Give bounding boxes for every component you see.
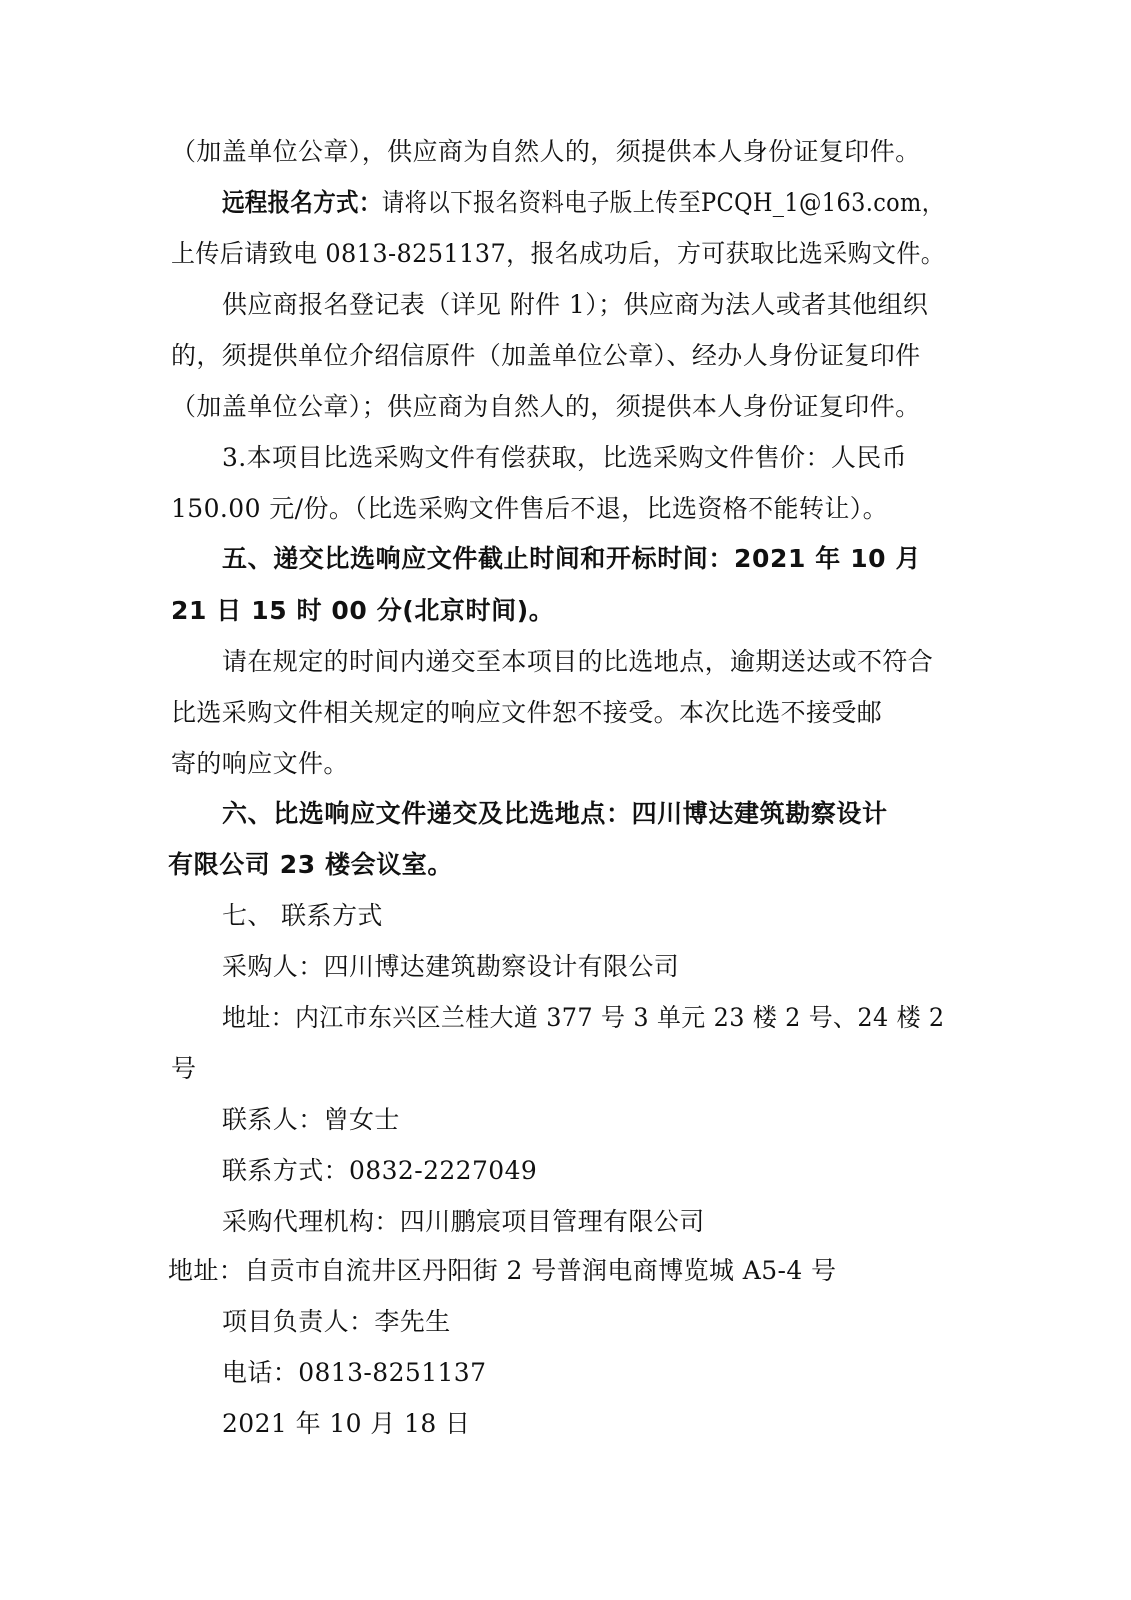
section-heading-6-cont: 有限公司 23 楼会议室。 <box>168 850 453 879</box>
remote-registration-label: 远程报名方式： <box>222 188 382 217</box>
text-line: 比选采购文件相关规定的响应文件恕不接受。本次比选不接受邮 <box>171 698 883 727</box>
text-line: 的，须提供单位介绍信原件（加盖单位公章）、经办人身份证复印件 <box>171 341 921 370</box>
contact-person-line: 联系人：曾女士 <box>222 1105 400 1134</box>
agency-phone-line: 电话：0813-8251137 <box>222 1358 487 1387</box>
remote-registration-line <box>222 186 945 220</box>
project-manager-line: 项目负责人：李先生 <box>222 1307 451 1336</box>
section-heading-6: 六、比选响应文件递交及比选地点：四川博达建筑勘察设计 <box>222 799 888 828</box>
text-line: 寄的响应文件。 <box>171 749 349 778</box>
remote-registration-text: 请将以下报名资料电子版上传至PCQH_1@163.com， <box>381 188 945 217</box>
contact-phone-line: 联系方式：0832-2227049 <box>222 1156 538 1185</box>
date-line: 2021 年 10 月 18 日 <box>222 1409 471 1438</box>
text-line: 请在规定的时间内递交至本项目的比选地点，逾期送达或不符合 <box>222 647 934 676</box>
purchaser-address-line: 地址：内江市东兴区兰桂大道 377 号 3 单元 23 楼 2 号、24 楼 2 <box>222 1003 945 1032</box>
purchaser-address-cont: 号 <box>171 1054 197 1083</box>
section-heading-7: 七、 联系方式 <box>222 901 383 930</box>
section-heading-5: 五、递交比选响应文件截止时间和开标时间：2021 年 10 月 <box>222 544 922 573</box>
text-line: 供应商报名登记表（详见 附件 1）；供应商为法人或者其他组织 <box>222 290 929 319</box>
text-line: 150.00 元/份。（比选采购文件售后不退，比选资格不能转让）。 <box>171 494 889 523</box>
text-line: 上传后请致电 0813-8251137，报名成功后，方可获取比选采购文件。 <box>171 239 946 268</box>
agency-line: 采购代理机构：四川鹏宸项目管理有限公司 <box>222 1207 705 1236</box>
text-line: 3.本项目比选采购文件有偿获取，比选采购文件售价：人民币 <box>222 443 908 472</box>
purchaser-line: 采购人：四川博达建筑勘察设计有限公司 <box>222 952 680 981</box>
text-line: （加盖单位公章），供应商为自然人的，须提供本人身份证复印件。 <box>171 137 921 166</box>
agency-address-line: 地址：自贡市自流井区丹阳街 2 号普润电商博览城 A5-4 号 <box>168 1256 837 1285</box>
section-heading-5-cont: 21 日 15 时 00 分(北京时间)。 <box>171 596 555 625</box>
text-line: （加盖单位公章）；供应商为自然人的，须提供本人身份证复印件。 <box>171 392 921 421</box>
